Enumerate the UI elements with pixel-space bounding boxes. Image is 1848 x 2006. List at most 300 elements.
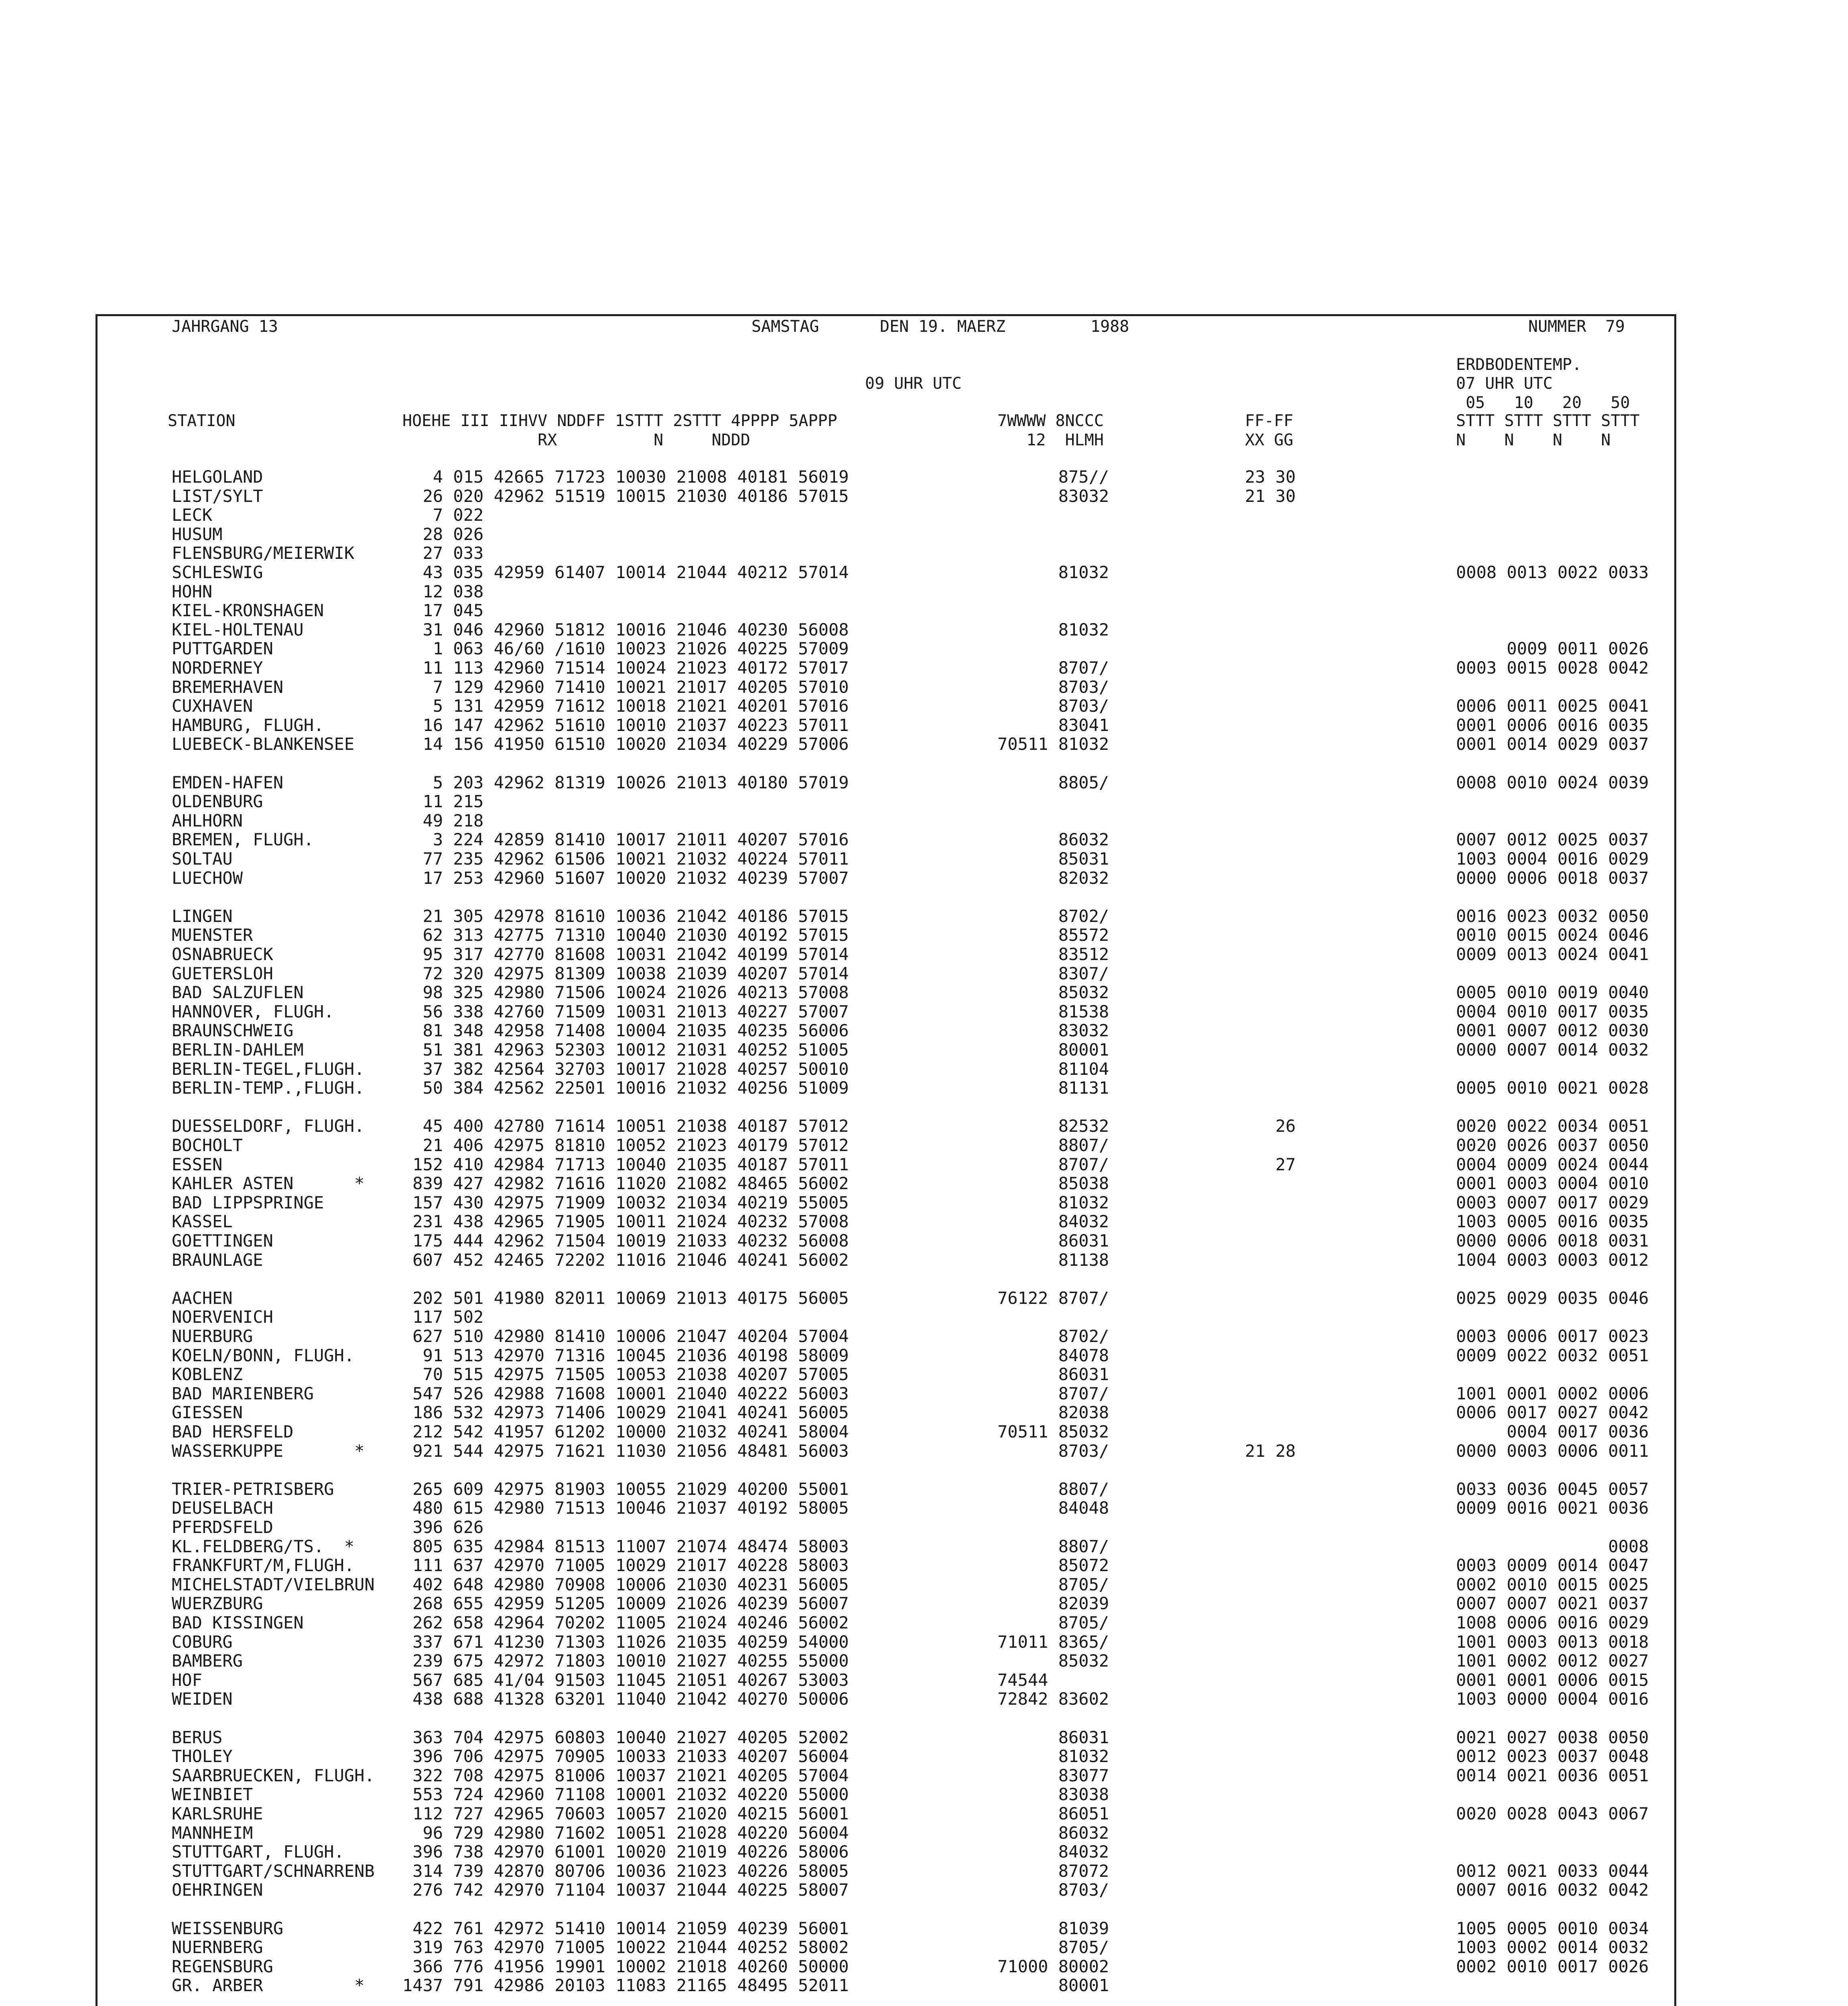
- station-name: NUERBURG: [172, 1326, 253, 1346]
- soil-temp-values: 0033 0036 0045 0057: [1456, 1479, 1649, 1499]
- station-name: KARLSRUHE: [172, 1804, 263, 1823]
- wind-values: 21 28: [1245, 1441, 1296, 1461]
- main-values: 839 427 42982 71616 11020 21082 48465 56002: [402, 1174, 849, 1194]
- soil-temp-values: 0000 0003 0006 0011: [1456, 1441, 1649, 1461]
- main-values: 111 637 42970 71005 10029 21017 40228 58003: [402, 1555, 849, 1576]
- soil-temp-values: 0020 0026 0037 0050: [1456, 1135, 1649, 1155]
- table-row: [0, 1842, 1848, 1862]
- wind-values: 26: [1245, 1116, 1296, 1136]
- soil-temp-values: 0007 0012 0025 0037: [1456, 830, 1649, 850]
- weather-values: 8707/: [997, 658, 1109, 678]
- station-name: BOCHOLT: [172, 1135, 243, 1155]
- station-name: GOETTINGEN: [172, 1231, 273, 1251]
- soil-temp-values: 0002 0010 0017 0026: [1456, 1956, 1649, 1976]
- soil-temp-values: 0009 0011 0026: [1456, 639, 1649, 659]
- weather-values: 83032: [997, 486, 1109, 506]
- main-values: 202 501 41980 82011 10069 21013 40175 56005: [402, 1288, 849, 1308]
- station-name: HOF: [172, 1670, 202, 1690]
- station-name: CUXHAVEN: [172, 696, 253, 716]
- main-values: 7 129 42960 71410 10021 21017 40205 57010: [402, 677, 849, 697]
- main-values: 17 253 42960 51607 10020 21032 40239 57007: [402, 868, 849, 888]
- table-row: [0, 1651, 1848, 1671]
- main-values: 51 381 42963 52303 10012 21031 40252 51005: [402, 1040, 849, 1060]
- table-row: [0, 716, 1848, 735]
- table-row: [0, 467, 1848, 487]
- weather-values: 81032: [997, 619, 1109, 640]
- station-name: DEUSELBACH: [172, 1498, 273, 1518]
- weather-values: 83077: [997, 1765, 1109, 1785]
- weather-values: 875//: [997, 467, 1109, 487]
- weather-columns-header: 7WWWW 8NCCC: [997, 412, 1104, 430]
- station-column-header: STATION: [168, 412, 236, 430]
- weather-values: 80001: [997, 1040, 1109, 1060]
- weather-values: 83032: [997, 1021, 1109, 1041]
- main-values: 11 113 42960 71514 10024 21023 40172 57017: [402, 658, 849, 678]
- main-values: 56 338 42760 71509 10031 21013 40227 57007: [402, 1001, 849, 1021]
- soil-temp-values: 0004 0009 0024 0044: [1456, 1154, 1649, 1174]
- station-name: BERUS: [172, 1727, 223, 1747]
- station-name: WEINBIET: [172, 1785, 253, 1805]
- station-name: NUERNBERG: [172, 1937, 263, 1957]
- table-row: [0, 1231, 1848, 1251]
- station-name: GR. ARBER *: [172, 1976, 365, 1996]
- station-name: PUTTGARDEN: [172, 639, 273, 659]
- weather-values: 83041: [997, 715, 1109, 735]
- main-values: 17 045: [402, 601, 484, 621]
- weather-values: 81032: [997, 1192, 1109, 1212]
- station-name: BERLIN-DAHLEM: [172, 1040, 304, 1060]
- weather-values: 8703/: [997, 1441, 1109, 1461]
- table-row: [0, 1289, 1848, 1308]
- soil-temp-values: 0003 0007 0017 0029: [1456, 1192, 1649, 1212]
- soil-temp-values: 0004 0010 0017 0035: [1456, 1001, 1649, 1021]
- table-row: [0, 907, 1848, 926]
- weather-values: 81032: [997, 562, 1109, 582]
- weather-values: 8703/: [997, 677, 1109, 697]
- main-values: 1437 791 42986 20103 11083 21165 48495 52011: [402, 1976, 849, 1996]
- weather-values: 83038: [997, 1785, 1109, 1805]
- soil-temp-values: 0009 0016 0021 0036: [1456, 1498, 1649, 1518]
- soil-temp-values: 0004 0017 0036: [1456, 1422, 1649, 1442]
- main-values: 438 688 41328 63201 11040 21042 40270 50006: [402, 1689, 849, 1709]
- table-row: [0, 1308, 1848, 1327]
- main-values: 21 305 42978 81610 10036 21042 40186 57015: [402, 906, 849, 926]
- station-name: STUTTGART, FLUGH.: [172, 1842, 344, 1862]
- soil-temp-values: 1004 0003 0003 0012: [1456, 1250, 1649, 1270]
- main-values: 265 609 42975 81903 10055 21029 40200 55001: [402, 1479, 849, 1499]
- station-name: REGENSBURG: [172, 1956, 273, 1976]
- table-row: [0, 1155, 1848, 1174]
- weather-values: 8705/: [997, 1613, 1109, 1632]
- weather-values: 84078: [997, 1345, 1109, 1365]
- weather-values: 82532: [997, 1116, 1109, 1136]
- station-name: OLDENBURG: [172, 792, 263, 812]
- table-row: [0, 678, 1848, 697]
- table-row: [0, 869, 1848, 888]
- table-row: [0, 1384, 1848, 1403]
- main-values: 231 438 42965 71905 10011 21024 40232 57008: [402, 1212, 849, 1232]
- soil-temp-values: 1001 0001 0002 0006: [1456, 1383, 1649, 1403]
- soil-temp-values: 0021 0027 0038 0050: [1456, 1727, 1649, 1747]
- table-row: [0, 1518, 1848, 1537]
- weather-values: 86032: [997, 830, 1109, 850]
- main-values: 239 675 42972 71803 10010 21027 40255 55000: [402, 1651, 849, 1671]
- station-name: SCHLESWIG: [172, 562, 263, 582]
- weather-values: 82039: [997, 1594, 1109, 1614]
- main-values: 157 430 42975 71909 10032 21034 40219 55005: [402, 1192, 849, 1212]
- main-values: 366 776 41956 19901 10002 21018 40260 50000: [402, 1956, 849, 1976]
- main-values: 363 704 42975 60803 10040 21027 40205 52002: [402, 1727, 849, 1747]
- weather-values: 71000 80002: [997, 1956, 1109, 1976]
- table-row: [0, 1365, 1848, 1384]
- soil-temp-values: 1005 0005 0010 0034: [1456, 1918, 1649, 1938]
- main-values: 91 513 42970 71316 10045 21036 40198 58009: [402, 1345, 849, 1365]
- main-values: 480 615 42980 71513 10046 21037 40192 58005: [402, 1498, 849, 1518]
- issue-number: NUMMER 79: [1528, 317, 1625, 336]
- table-row: [0, 1976, 1848, 1995]
- table-row: [0, 1556, 1848, 1575]
- station-name: LECK: [172, 505, 213, 525]
- table-row: [0, 1117, 1848, 1136]
- main-values: 37 382 42564 32703 10017 21028 40257 50010: [402, 1059, 849, 1079]
- main-values: 322 708 42975 81006 10037 21021 40205 57004: [402, 1765, 849, 1785]
- main-values: 314 739 42870 80706 10036 21023 40226 58005: [402, 1861, 849, 1881]
- soil-temp-depths: 05 10 20 50: [1456, 394, 1630, 412]
- soil-temp-values: 0008: [1456, 1536, 1649, 1556]
- weather-values: 84048: [997, 1498, 1109, 1518]
- station-name: BERLIN-TEMP.,FLUGH.: [172, 1078, 365, 1098]
- main-values: 27 033: [402, 543, 484, 563]
- soil-temp-values: 0000 0006 0018 0031: [1456, 1231, 1649, 1251]
- table-row: [0, 1919, 1848, 1938]
- table-row: [0, 1823, 1848, 1843]
- station-name: KOELN/BONN, FLUGH.: [172, 1345, 355, 1365]
- main-values: 262 658 42964 70202 11005 21024 40246 56002: [402, 1613, 849, 1632]
- main-values: 547 526 42988 71608 10001 21040 40222 56003: [402, 1383, 849, 1403]
- weather-values: 86031: [997, 1727, 1109, 1747]
- soil-temp-values: 0000 0007 0014 0032: [1456, 1040, 1649, 1060]
- table-row: [0, 1442, 1848, 1461]
- main-values: 72 320 42975 81309 10038 21039 40207 57014: [402, 963, 849, 983]
- main-values: 62 313 42775 71310 10040 21030 40192 57015: [402, 925, 849, 945]
- station-name: OSNABRUECK: [172, 944, 273, 964]
- weather-values: 85032: [997, 983, 1109, 1003]
- soil-temp-values: 1003 0002 0014 0032: [1456, 1937, 1649, 1957]
- table-row: [0, 696, 1848, 716]
- station-name: STUTTGART/SCHNARRENB: [172, 1861, 375, 1881]
- soil-temp-values: 0003 0015 0028 0042: [1456, 658, 1649, 678]
- weather-values: 85072: [997, 1555, 1109, 1576]
- station-name: KIEL-KRONSHAGEN: [172, 601, 324, 621]
- main-values: 98 325 42980 71506 10024 21026 40213 57008: [402, 983, 849, 1003]
- table-row: [0, 1938, 1848, 1957]
- weather-values: 81138: [997, 1250, 1109, 1270]
- soil-temp-values: 1003 0000 0004 0016: [1456, 1689, 1649, 1709]
- table-row: [0, 620, 1848, 640]
- station-name: OEHRINGEN: [172, 1880, 263, 1900]
- soil-temp-values: 0003 0009 0014 0047: [1456, 1555, 1649, 1576]
- weather-values: 84032: [997, 1212, 1109, 1232]
- main-values: 12 038: [402, 581, 484, 601]
- station-name: BAD LIPPSPRINGE: [172, 1192, 324, 1212]
- table-row: [0, 1575, 1848, 1594]
- soil-columns-subheader: N N N N: [1456, 431, 1611, 449]
- station-name: ESSEN: [172, 1154, 223, 1174]
- station-name: BRAUNSCHWEIG: [172, 1021, 294, 1041]
- table-row: [0, 487, 1848, 506]
- station-name: WEIDEN: [172, 1689, 233, 1709]
- soil-temp-time: 07 UHR UTC: [1456, 374, 1553, 393]
- station-name: NORDERNEY: [172, 658, 263, 678]
- table-row: [0, 1060, 1848, 1079]
- table-row: [0, 735, 1848, 754]
- main-values: 28 026: [402, 524, 484, 544]
- main-values: 5 131 42959 71612 10018 21021 40201 57016: [402, 696, 849, 716]
- weather-values: 86031: [997, 1231, 1109, 1251]
- soil-temp-values: 0010 0015 0024 0046: [1456, 925, 1649, 945]
- main-values: 422 761 42972 51410 10014 21059 40239 56001: [402, 1918, 849, 1938]
- station-name: FLENSBURG/MEIERWIK: [172, 543, 355, 563]
- table-row: [0, 1594, 1848, 1613]
- main-values: 567 685 41/04 91503 11045 21051 40267 53003: [402, 1670, 849, 1690]
- main-values: 152 410 42984 71713 10040 21035 40187 57011: [402, 1154, 849, 1174]
- table-row: [0, 1766, 1848, 1785]
- weather-values: 8703/: [997, 696, 1109, 716]
- weather-values: 81538: [997, 1001, 1109, 1021]
- table-row: [0, 1613, 1848, 1632]
- table-row: [0, 1785, 1848, 1804]
- main-values: 1 063 46/60 /1610 10023 21026 40225 57009: [402, 639, 849, 659]
- wind-columns-subheader: XX GG: [1245, 431, 1294, 449]
- table-row: [0, 525, 1848, 544]
- main-values: 7 022: [402, 505, 484, 525]
- weather-values: 72842 83602: [997, 1689, 1109, 1709]
- table-row-spacer: [0, 1098, 1848, 1117]
- station-name: LUECHOW: [172, 868, 243, 888]
- soil-temp-values: 0000 0006 0018 0037: [1456, 868, 1649, 888]
- main-values: 11 215: [402, 792, 484, 812]
- station-name: AHLHORN: [172, 810, 243, 830]
- table-row: [0, 945, 1848, 964]
- main-values: 31 046 42960 51812 10016 21046 40230 56008: [402, 619, 849, 640]
- main-values: 268 655 42959 51205 10009 21026 40239 56007: [402, 1594, 849, 1614]
- table-row: [0, 1862, 1848, 1881]
- station-name: NOERVENICH: [172, 1307, 273, 1327]
- main-values: 45 400 42780 71614 10051 21038 40187 57012: [402, 1116, 849, 1136]
- table-row: [0, 1136, 1848, 1155]
- table-row: [0, 849, 1848, 869]
- table-row: [0, 811, 1848, 830]
- main-values: 805 635 42984 81513 11007 21074 48474 58003: [402, 1536, 849, 1556]
- wind-columns-header: FF-FF: [1245, 412, 1294, 430]
- station-name: FRANKFURT/M,FLUGH.: [172, 1555, 355, 1576]
- station-name: LINGEN: [172, 906, 233, 926]
- weather-values: 85038: [997, 1174, 1109, 1194]
- table-row: [0, 1480, 1848, 1499]
- weather-values: 70511 81032: [997, 734, 1109, 754]
- table-row: [0, 1021, 1848, 1040]
- date: DEN 19. MAERZ: [880, 317, 1006, 336]
- soil-temp-values: 1003 0005 0016 0035: [1456, 1212, 1649, 1232]
- station-name: LIST/SYLT: [172, 486, 263, 506]
- table-row: [0, 792, 1848, 811]
- table-row: [0, 1346, 1848, 1365]
- weather-values: 8807/: [997, 1536, 1109, 1556]
- weather-values: 8707/: [997, 1383, 1109, 1403]
- soil-temp-values: 0006 0017 0027 0042: [1456, 1403, 1649, 1423]
- station-name: COBURG: [172, 1632, 233, 1652]
- station-name: LUEBECK-BLANKENSEE: [172, 734, 355, 754]
- station-name: KOBLENZ: [172, 1364, 243, 1385]
- main-values: 96 729 42980 71602 10051 21028 40220 56004: [402, 1823, 849, 1843]
- observation-time: 09 UHR UTC: [865, 374, 962, 393]
- main-values: 70 515 42975 71505 10053 21038 40207 57005: [402, 1364, 849, 1385]
- table-row: [0, 1689, 1848, 1709]
- main-values: 607 452 42465 72202 11016 21046 40241 56002: [402, 1250, 849, 1270]
- main-values: 3 224 42859 81410 10017 21011 40207 57016: [402, 830, 849, 850]
- station-name: BREMEN, FLUGH.: [172, 830, 314, 850]
- table-row: [0, 964, 1848, 983]
- table-row: [0, 1174, 1848, 1193]
- soil-temp-values: 0001 0001 0006 0015: [1456, 1670, 1649, 1690]
- weather-values: 86051: [997, 1804, 1109, 1823]
- weather-values: 81104: [997, 1059, 1109, 1079]
- main-values: 319 763 42970 71005 10022 21044 40252 58002: [402, 1937, 849, 1957]
- main-values: 553 724 42960 71108 10001 21032 40220 55000: [402, 1785, 849, 1805]
- station-name: HANNOVER, FLUGH.: [172, 1001, 334, 1021]
- soil-temp-values: 0020 0028 0043 0067: [1456, 1804, 1649, 1823]
- soil-temp-values: 0002 0010 0015 0025: [1456, 1574, 1649, 1594]
- weather-values: 86031: [997, 1364, 1109, 1385]
- soil-temp-values: 0005 0010 0021 0028: [1456, 1078, 1649, 1098]
- main-values: 4 015 42665 71723 10030 21008 40181 56019: [402, 467, 849, 487]
- weather-columns-subheader: 12 HLMH: [997, 431, 1104, 449]
- weather-values: 8707/: [997, 1154, 1109, 1174]
- soil-temp-values: 0014 0021 0036 0051: [1456, 1765, 1649, 1785]
- main-columns-subheader: RX N NDDD: [402, 431, 750, 449]
- main-values: 396 738 42970 61001 10020 21019 40226 58006: [402, 1842, 849, 1862]
- main-values: 77 235 42962 61506 10021 21032 40224 57011: [402, 849, 849, 869]
- weather-values: 86032: [997, 1823, 1109, 1843]
- station-name: BAD KISSINGEN: [172, 1613, 304, 1632]
- table-row: [0, 1728, 1848, 1747]
- main-values: 396 626: [402, 1517, 484, 1537]
- station-name: BAD HERSFELD: [172, 1422, 294, 1442]
- main-values: 5 203 42962 81319 10026 21013 40180 57019: [402, 772, 849, 792]
- station-name: KAHLER ASTEN *: [172, 1174, 365, 1194]
- weather-values: 70511 85032: [997, 1422, 1109, 1442]
- main-values: 627 510 42980 81410 10006 21047 40204 57004: [402, 1326, 849, 1346]
- soil-temp-values: 0009 0013 0024 0041: [1456, 944, 1649, 964]
- table-row: [0, 1403, 1848, 1422]
- main-values: 81 348 42958 71408 10004 21035 40235 56006: [402, 1021, 849, 1041]
- table-row: [0, 1193, 1848, 1212]
- station-name: MICHELSTADT/VIELBRUN: [172, 1574, 375, 1594]
- station-name: HELGOLAND: [172, 467, 263, 487]
- weather-values: 8705/: [997, 1937, 1109, 1957]
- weather-values: 74544: [997, 1670, 1048, 1690]
- main-values: 276 742 42970 71104 10037 21044 40225 58007: [402, 1880, 849, 1900]
- table-row: [0, 1632, 1848, 1652]
- table-row: [0, 1078, 1848, 1098]
- soil-temp-values: 0007 0007 0021 0037: [1456, 1594, 1649, 1614]
- weather-values: 81032: [997, 1746, 1109, 1766]
- soil-temp-values: 0012 0023 0037 0048: [1456, 1746, 1649, 1766]
- soil-temp-values: 0020 0022 0034 0051: [1456, 1116, 1649, 1136]
- main-values: 112 727 42965 70603 10057 21020 40215 56001: [402, 1804, 849, 1823]
- soil-columns-header: STTT STTT STTT STTT: [1456, 412, 1640, 430]
- table-row-spacer: [0, 754, 1848, 773]
- main-values: 16 147 42962 51610 10010 21037 40223 57011: [402, 715, 849, 735]
- weekday: SAMSTAG: [751, 317, 819, 336]
- table-row: [0, 658, 1848, 678]
- station-name: KASSEL: [172, 1212, 233, 1232]
- station-name: BERLIN-TEGEL,FLUGH.: [172, 1059, 365, 1079]
- weather-values: 8702/: [997, 906, 1109, 926]
- station-name: HAMBURG, FLUGH.: [172, 715, 324, 735]
- table-row-spacer: [0, 1460, 1848, 1480]
- soil-temp-values: 1001 0002 0012 0027: [1456, 1651, 1649, 1671]
- main-values: 396 706 42975 70905 10033 21033 40207 56004: [402, 1746, 849, 1766]
- weather-values: 8805/: [997, 772, 1109, 792]
- station-name: TRIER-PETRISBERG: [172, 1479, 334, 1499]
- main-values: 26 020 42962 51519 10015 21030 40186 57015: [402, 486, 849, 506]
- weather-values: 84032: [997, 1842, 1109, 1862]
- table-row: [0, 1251, 1848, 1270]
- station-name: DUESSELDORF, FLUGH.: [172, 1116, 365, 1136]
- main-values: 95 317 42770 81608 10031 21042 40199 57014: [402, 944, 849, 964]
- table-row: [0, 582, 1848, 601]
- station-name: WASSERKUPPE *: [172, 1441, 365, 1461]
- main-values: 43 035 42959 61407 10014 21044 40212 57014: [402, 562, 849, 582]
- weather-values: 76122 8707/: [997, 1288, 1109, 1308]
- soil-temp-values: 0005 0010 0019 0040: [1456, 983, 1649, 1003]
- main-values: 50 384 42562 22501 10016 21032 40256 51009: [402, 1078, 849, 1098]
- table-row: [0, 830, 1848, 849]
- table-row: [0, 926, 1848, 945]
- weather-values: 8702/: [997, 1326, 1109, 1346]
- table-row: [0, 563, 1848, 582]
- soil-temp-values: 1003 0004 0016 0029: [1456, 849, 1649, 869]
- table-row: [0, 1212, 1848, 1231]
- weather-values: 81131: [997, 1078, 1109, 1098]
- weather-values: 8807/: [997, 1479, 1109, 1499]
- table-row: [0, 1880, 1848, 1900]
- weather-values: 85031: [997, 849, 1109, 869]
- soil-temp-values: 0001 0003 0004 0010: [1456, 1174, 1649, 1194]
- station-name: AACHEN: [172, 1288, 233, 1308]
- volume-label: JAHRGANG 13: [172, 317, 278, 336]
- main-values: 175 444 42962 71504 10019 21033 40232 56008: [402, 1231, 849, 1251]
- soil-temp-values: 1001 0003 0013 0018: [1456, 1632, 1649, 1652]
- table-row: [0, 639, 1848, 658]
- weather-values: 82032: [997, 868, 1109, 888]
- table-row: [0, 1537, 1848, 1556]
- station-name: SOLTAU: [172, 849, 233, 869]
- table-row-spacer: [0, 1995, 1848, 2006]
- wind-values: 21 30: [1245, 486, 1296, 506]
- soil-temp-values: 0009 0022 0032 0051: [1456, 1345, 1649, 1365]
- table-row: [0, 1040, 1848, 1060]
- weather-values: 8807/: [997, 1135, 1109, 1155]
- soil-temp-values: 0012 0021 0033 0044: [1456, 1861, 1649, 1881]
- station-name: GUETERSLOH: [172, 963, 273, 983]
- soil-temp-values: 0003 0006 0017 0023: [1456, 1326, 1649, 1346]
- table-row: [0, 601, 1848, 620]
- station-name: HUSUM: [172, 524, 223, 544]
- station-name: BAD SALZUFLEN: [172, 983, 304, 1003]
- main-values: 186 532 42973 71406 10029 21041 40241 56005: [402, 1403, 849, 1423]
